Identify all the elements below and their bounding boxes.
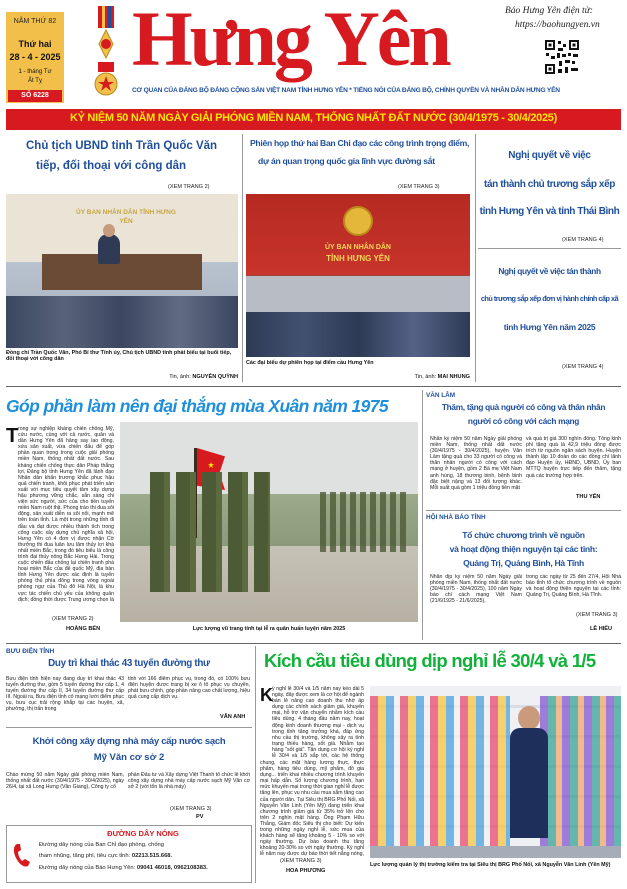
feature-body: rong sự nghiệp kháng chiến chống Mỹ, cứu nước, cùng với cả nước, quân và dân Hưng Yên đã hăng say lao động, xứa sản xuất, vừa chiến đấu để góp phần quan trọng trong cuộc giải phóng miền Nam, thống nhất đất nước. Sau kháng chiến chống thực dân Pháp thắng lợi, Đảng bộ tỉnh Hưng Yên đã lãnh đạo Nhân dân khẩn trương khắc phục hậu quả chiến tranh, khôi phục phát triển sản xuất với mục tiêu quyết tâm xây dựng hậu phương vững chắc, sẵn sàng chi viện sức người, sức của cho tiền tuyến miền Nam ruột thịt. Phong trào thi đua sôi động, sản xuất diễn ra sôi nổi, mạnh mẽ trên toàn tỉnh. Là một trong những tỉnh đi đầu và đạt được nhiều thành tích trong công cuộc xây dựng chủ nghĩa xã hội, Hưng Yên có 4 đơn vị được nhận Cờ thưởng thi đua luân lưu lâm thủy lợi khá nhất miền Bắc, trong đó tiêu biểu là công trình đại thủy nông Bắc Hưng Hải. Trong cuộc chiến đấu chống lại chiến tranh phá hoại miền Bắc của đế quốc Mỹ, địa bàn tỉnh Hưng Yên được xác định là tuyến phòng thủ phía đông trong vòng ngoài phòng ngự của Thủ đô Hà Nội, là khu vực tác chiến chủ yếu của không quân địch; đồng thời được Trung ương chọn là — [18, 426, 114, 602]
qr-code[interactable] — [544, 39, 580, 75]
story8-see-page[interactable]: (XEM TRANG 3) — [170, 806, 212, 812]
story6-title-line1[interactable]: Tổ chức chương trình về nguồn — [462, 530, 585, 540]
story9-photo — [370, 686, 621, 858]
divider — [426, 510, 621, 511]
story9-title[interactable]: Kích cầu tiêu dùng dịp nghỉ lễ 30/4 và 1/5 — [264, 650, 596, 671]
story1-title-line1[interactable]: Chủ tịch UBND tỉnh Trần Quốc Văn — [26, 140, 218, 152]
feature-drop-cap: T — [6, 425, 19, 447]
story1-title-line2[interactable]: tiếp, đối thoại với công dân — [36, 160, 187, 172]
story2-title-line1[interactable]: Phiên họp thứ hai Ban Chỉ đạo các công trình trọng điểm, — [250, 138, 470, 148]
story6-title-line2[interactable]: và hoạt động thiện nguyện tại các tỉnh: — [449, 544, 598, 554]
medal-icon — [86, 6, 126, 98]
hotline-line2 — [39, 853, 251, 859]
divider — [478, 248, 621, 249]
divider — [475, 134, 476, 382]
story2-credit-prefix: Tin, ảnh: — [414, 374, 437, 380]
story2-photo — [246, 194, 470, 357]
lunar-date: 1 - tháng Tư — [18, 69, 52, 75]
newspaper-hotline-number[interactable]: 09041 46018, 0962108383. — [136, 865, 208, 871]
story2-title-line2[interactable]: dự án quan trọng quốc gia lĩnh vực đường sắt — [258, 156, 435, 166]
e-paper-label: Báo Hưng Yên điện tử: — [505, 6, 593, 16]
story-citizen-dialogue[interactable] — [6, 134, 238, 384]
story2-sign-line1: ỦY BAN NHÂN DÂN — [325, 244, 391, 251]
story-gratitude-visits[interactable] — [426, 390, 621, 506]
story6-col1: Nhân dịp kỷ niệm 50 năm Ngày giải phóng miền Nam, thống nhất đất nước (30/4/1975 - 30/4/2025), 100 năm Ngày báo chí cách mạng Việt Nam (21/6/1925 - 21/6/2025), — [430, 574, 522, 605]
feature-caption: Lực lượng vũ trang tỉnh tại lễ ra quân huấn luyện năm 2025 — [192, 626, 346, 632]
feature-author: HOÀNG BẾN — [66, 626, 101, 632]
story3-see-page[interactable]: (XEM TRANG 4) — [562, 237, 604, 243]
issue-number: SỐ 6228 — [8, 90, 62, 102]
story4-see-page[interactable]: (XEM TRANG 4) — [562, 364, 604, 370]
divider — [242, 134, 243, 382]
story3-title-line2[interactable]: tán thành chủ trương sắp xếp — [484, 179, 615, 190]
hotline-line1: Đường dây nóng của Ban Chỉ đạo phòng, chống — [39, 842, 164, 848]
story-holiday-consumption[interactable] — [260, 646, 621, 886]
phone-icon — [11, 840, 33, 870]
hotline-box — [6, 825, 252, 883]
divider — [6, 643, 621, 644]
story2-sign-line2: TỈNH HƯNG YÊN — [326, 254, 390, 263]
story4-title-line1[interactable]: Nghị quyết về việc tán thành — [498, 266, 601, 276]
story9-col2: chung, các mặt hàng lương thực, thực phẩm, hàng tiêu dùng, mỹ phẩm, đồ gia dụng... triển khai nhiều chương trình khuyến mại hấp dẫn. Số lượng chương trình, hạn mức khuyến mại trong thời gian nghỉ lễ được tăng lên, phục vụ nhu cầu mua sắm tăng cao của người dân. Tại Siêu thị BRG Phố Nối, xã Nguyễn Văn Linh (Yên Mỹ) đang triển khai chương trình giảm giá từ 35% trở lên cho trên 2 nghìn mặt hàng. Ông Phạm Hữu Thắng, Giám đốc Siêu thị cho biết: Dự kiến trong những ngày nghỉ lễ, sức mua của khách hàng sẽ tăng khoảng 5 - 10% so với ngày thường. Dự báo doanh thu tăng khoảng 20-30% so với ngày thường. Kỳ nghỉ lễ năm nay được dự báo thời tiết nắng nóng, — [260, 760, 364, 856]
story1-sign: ỦY BAN NHÂN DÂN TỈNH HƯNG YÊN — [76, 209, 176, 225]
story1-see-page[interactable]: (XEM TRANG 2) — [168, 184, 210, 190]
story9-caption: Lực lượng quản lý thị trường kiểm tra tại Siêu thị BRG Phố Nối, xã Nguyễn Văn Linh (Yên Mỹ) — [370, 862, 611, 868]
masthead — [0, 0, 627, 108]
divider — [255, 646, 256, 883]
story5-kicker: VĂN LÂM — [426, 392, 456, 399]
story7-author: VĂN ANH — [220, 714, 246, 720]
story1-credit-name: NGUYỄN QUỲNH — [192, 374, 238, 380]
hotline-line2-text: tham nhũng, tăng phí, tiêu cực tỉnh: — [39, 853, 131, 859]
divider — [6, 727, 252, 728]
story8-title-line1[interactable]: Khởi công xây dựng nhà máy cấp nước sạch — [32, 736, 226, 747]
story9-author: HOA PHƯƠNG — [286, 868, 326, 874]
story4-title-line2[interactable]: chủ trương sắp xếp đơn vị hành chính cấp xã — [480, 294, 619, 303]
e-paper-url[interactable]: https://baohungyen.vn — [515, 20, 600, 30]
feature-title[interactable]: Góp phần làm nên đại thắng mùa Xuân năm 1975 — [6, 396, 389, 416]
story8-col2: phần Đầu tư và Xây dựng Việt Thanh tổ chức lễ khởi công xây dựng nhà máy cấp nước sạch Mỹ Văn cơ sở 2 (với tổn là nhà máy) — [128, 772, 250, 791]
story2-caption: Các đại biểu dự phiên họp tại điểm cầu Hưng Yên — [246, 360, 374, 366]
story2-see-page[interactable]: (XEM TRANG 3) — [398, 184, 440, 190]
story-railway-meeting[interactable] — [246, 134, 472, 384]
story8-author: PV — [196, 814, 204, 820]
story1-credit — [134, 374, 238, 380]
story5-col2: và quà trị giá 300 nghìn đồng. Tổng kinh phí tặng quà là 42,9 triệu đồng được trích từ nguồn ngân sách huyện. Huyện thành lập 10 đoàn do các đồng chí lãnh đạo Huyện ủy, HĐND, UBND, Ủy ban MTTQ huyện trực tiếp đến thăm, tặng quà các trường hợp trên. — [526, 436, 621, 479]
story7-col2: tỉnh với 166 điểm phục vụ, trong đó, có 100% bưu điện huyện được trang bị xe ô tô phục vụ chuyển, phát bưu chính, góp phần nâng cao chất lượng, hiệu quả cung cấp dịch vụ. — [128, 676, 250, 701]
feature-photo — [120, 422, 418, 622]
lunar-year: Ất Tỵ — [28, 78, 42, 84]
weekday: Thứ hai — [18, 39, 52, 49]
story4-title-line3[interactable]: tỉnh Hưng Yên năm 2025 — [503, 322, 596, 332]
story8-title-line2[interactable]: Mỹ Văn cơ sở 2 — [93, 752, 165, 763]
story9-see-page[interactable]: (XEM TRANG 3) — [280, 858, 322, 864]
divider — [422, 390, 423, 640]
paper-name: Hưng Yên — [132, 0, 449, 82]
anniversary-banner — [6, 109, 621, 130]
story1-credit-prefix: Tin, ảnh: — [169, 374, 191, 380]
banner-headline: KỶ NIỆM 50 NĂM NGÀY GIẢI PHÓNG MIỀN NAM, THỐNG NHẤT ĐẤT NƯỚC (30/4/1975 - 30/4/2025) — [70, 112, 557, 124]
story6-see-page[interactable]: (XEM TRANG 3) — [576, 612, 618, 618]
story8-col1: Chào mừng 50 năm Ngày giải phóng miền Nam, thống nhất đất nước (30/4/1975 - 30/4/2025), ngày 26/4, tại xã Long Hưng (Văn Giang), Công ty cổ — [6, 772, 124, 791]
date-box — [6, 12, 64, 103]
feature-story[interactable] — [6, 390, 418, 642]
story1-photo — [6, 194, 238, 348]
story6-title-line3[interactable]: Quảng Trị, Quảng Bình, Hà Tĩnh — [463, 558, 584, 568]
divider — [6, 386, 621, 387]
issue-year: NĂM THỨ 82 — [13, 18, 57, 25]
feature-see-page[interactable]: (XEM TRANG 2) — [52, 616, 94, 622]
story3-title-line3[interactable]: tỉnh Hưng Yên và tỉnh Thái Bình — [479, 206, 620, 217]
story9-col1: ỳ nghỉ lễ 30/4 và 1/5 năm nay kéo dài 5 ngày, đây được xem là cơ hội để ngành bán lẻ nâng cao doanh thu nhờ áp dụng các chính sách giảm giá, khuyến mại, hỗ trợ vận chuyển nhằm kích cầu tiêu dùng. 4 tháng đầu năm nay, hoạt động kinh doanh thương mại - dịch vụ trong tỉnh tăng trưởng khá, đáp ứng nhu cầu thị trường, không xảy ra tình trạng thiếu hàng, sốt giá. Nhằm tạo hàng "sốt giá". Tận dụng cơ hội kỳ nghỉ lễ 30/4 và 1/5 sắp tới, các hệ thống — [272, 686, 364, 758]
story6-kicker: HỘI NHÀ BÁO TỈNH — [426, 514, 486, 521]
story-province-merger[interactable] — [478, 134, 621, 246]
hotline-line3 — [39, 865, 251, 871]
story7-col1: Bưu điện tỉnh hiện nay đang duy trì khai thác 43 tuyến đường thư, gồm 5 tuyến đường thư cấp 1, 4 tuyến đường thư cấp II, 34 tuyến đường thư cấp III. Ngoài ra, Bưu điện tỉnh có mạng lưới điểm phục vụ, bưu cục trải rộng khắp tại các huyện, xã, phường, thị trấn trong — [6, 676, 124, 713]
story7-kicker: BƯU ĐIỆN TỈNH — [6, 648, 55, 655]
story1-caption: Đồng chí Trần Quốc Văn, Phó Bí thư Tỉnh ủy, Chủ tịch UBND tỉnh phát biểu tại buổi tiếp, đối thoại với công dân — [6, 350, 232, 363]
story-commune-merger[interactable] — [478, 252, 621, 378]
story-water-plant[interactable] — [6, 730, 252, 822]
story2-credit-name: MAI NHUNG — [437, 374, 470, 380]
hotline-title: ĐƯỜNG DÂY NÓNG — [107, 829, 179, 838]
story5-title-line1[interactable]: Thăm, tặng quà người có công và thân nhân — [441, 402, 606, 412]
story6-author: LÊ HIẾU — [590, 626, 613, 632]
hotline-line3-text: Đường dây nóng của Báo Hưng Yên: — [39, 865, 136, 871]
story-postal-routes[interactable] — [6, 646, 252, 724]
story-journalists-trip[interactable] — [426, 512, 621, 640]
story9-drop-cap: K — [260, 685, 273, 705]
story2-credit — [356, 374, 470, 380]
story7-title[interactable]: Duy trì khai thác 43 tuyến đường thư — [48, 658, 210, 669]
story5-author: THU YẾN — [576, 494, 601, 500]
story6-col2: trong các ngày từ 25 đến 27/4, Hội Nhà báo tỉnh tổ chức chương trình về nguồn và hoạt động thiện nguyện tại các tỉnh: Quảng Trị, Quảng Bình, Hà Tĩnh. — [526, 574, 621, 599]
story5-title-line2[interactable]: người có công với cách mạng — [467, 416, 580, 426]
issue-date: 28 - 4 - 2025 — [9, 52, 61, 62]
story3-title-line1[interactable]: Nghị quyết về việc — [508, 150, 591, 161]
anticorruption-hotline-number[interactable]: 02213.515.668. — [131, 853, 173, 859]
story5-col1: Nhân kỷ niệm 50 năm Ngày giải phóng miền Nam, thống nhất đất nước (30/4/1975 - 30/4/2025), huyện Văn Lâm tặng quà cho 33 người có công và thân nhân người có công với cách mạng ở huyện, gồm 2 Bà mẹ Việt Nam anh hùng, 18 thương binh, bệnh binh đặc biệt nặng và 13 đối tượng khác. Mỗi suất quà gồm 1 triệu đồng tiền mặt — [430, 436, 522, 491]
tagline: CƠ QUAN CỦA ĐẢNG BỘ ĐẢNG CỘNG SẢN VIỆT NAM TỈNH HƯNG YÊN * TIẾNG NÓI CỦA ĐẢNG BỘ, CHÍNH QUYỀN VÀ NHÂN DÂN HƯNG YÊN — [132, 87, 560, 94]
